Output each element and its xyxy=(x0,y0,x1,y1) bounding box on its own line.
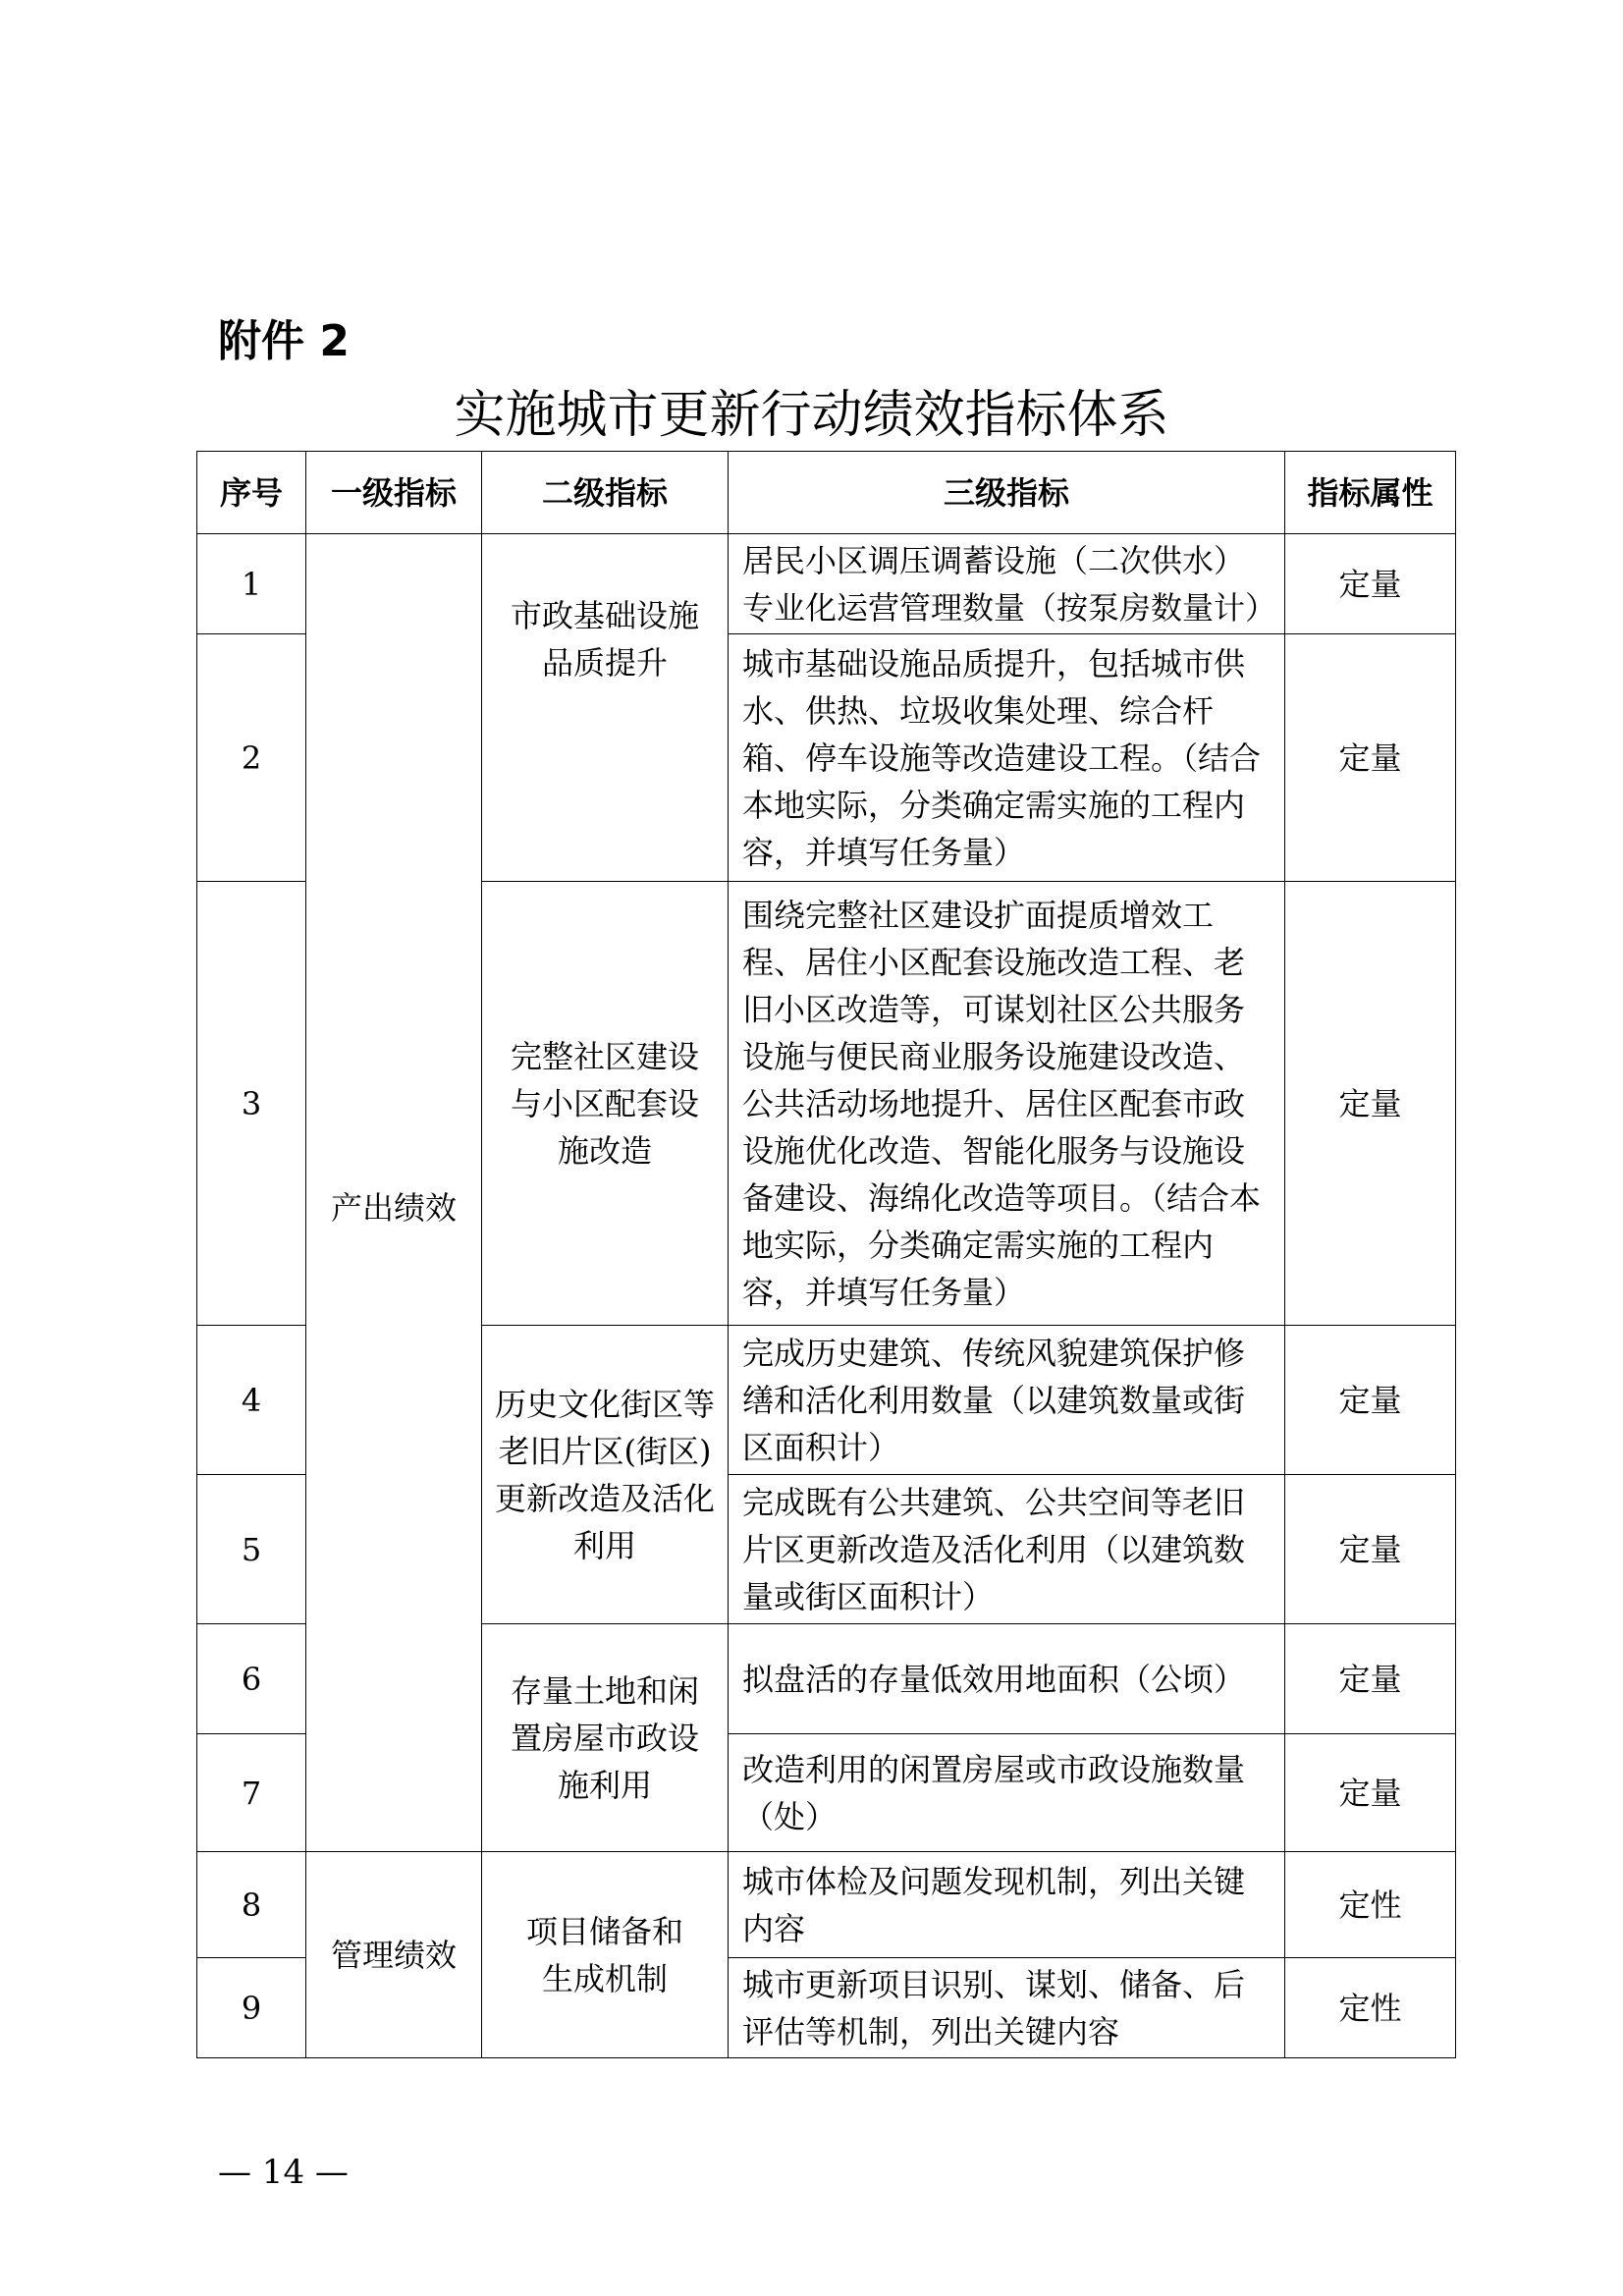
attribute-cell: 定性 xyxy=(1285,1958,1456,2058)
level3-cell: 城市基础设施品质提升，包括城市供水、供热、垃圾收集处理、综合杆箱、停车设施等改造建设工程。（结合本地实际，分类确定需实施的工程内容，并填写任务量） xyxy=(729,634,1285,882)
row-number: 7 xyxy=(197,1734,306,1852)
level3-cell: 城市体检及问题发现机制，列出关键内容 xyxy=(729,1852,1285,1958)
attribute-cell: 定性 xyxy=(1285,1852,1456,1958)
page-number: — 14 — xyxy=(218,2153,349,2192)
level2-cell: 存量土地和闲置房屋市政设施利用 xyxy=(482,1624,729,1852)
row-number: 6 xyxy=(197,1624,306,1734)
row-number: 1 xyxy=(197,534,306,634)
table-row xyxy=(197,1852,1456,1958)
level3-cell: 城市更新项目识别、谋划、储备、后评估等机制，列出关键内容 xyxy=(729,1958,1285,2058)
indicator-table xyxy=(196,451,1456,2058)
attribute-cell: 定量 xyxy=(1285,1326,1456,1475)
level2-cell: 历史文化街区等老旧片区(街区)更新改造及活化利用 xyxy=(482,1326,729,1624)
row-number: 5 xyxy=(197,1475,306,1624)
row-number: 4 xyxy=(197,1326,306,1475)
attribute-cell: 定量 xyxy=(1285,634,1456,882)
table-header-row xyxy=(197,452,1456,534)
row-number: 8 xyxy=(197,1852,306,1958)
attachment-label: 附件 2 xyxy=(218,316,350,366)
level2-cell: 完整社区建设与小区配套设施改造 xyxy=(482,882,729,1326)
header-no: 序号 xyxy=(197,452,306,534)
level2-text: 市政基础设施品质提升 xyxy=(510,596,699,682)
level2-cell: 项目储备和生成机制 xyxy=(482,1852,729,2058)
header-level2: 二级指标 xyxy=(482,452,729,534)
row-number: 9 xyxy=(197,1958,306,2058)
header-attribute: 指标属性 xyxy=(1285,452,1456,534)
level3-cell: 完成历史建筑、传统风貌建筑保护修缮和活化利用数量（以建筑数量或街区面积计） xyxy=(729,1326,1285,1475)
attribute-cell: 定量 xyxy=(1285,534,1456,634)
level3-cell: 完成既有公共建筑、公共空间等老旧片区更新改造及活化利用（以建筑数量或街区面积计） xyxy=(729,1475,1285,1624)
level3-cell: 拟盘活的存量低效用地面积（公顷） xyxy=(729,1624,1285,1734)
table-row xyxy=(197,534,1456,634)
header-level1: 一级指标 xyxy=(306,452,482,534)
level2-cell xyxy=(482,534,729,882)
level1-cell: 管理绩效 xyxy=(306,1852,482,2058)
level3-cell: 围绕完整社区建设扩面提质增效工程、居住小区配套设施改造工程、老旧小区改造等，可谋划社区公共服务设施与便民商业服务设施建设改造、公共活动场地提升、居住区配套市政设施优化改造、智能化服务与设施设备建设、海绵化改造等项目。（结合本地实际，分类确定需实施的工程内容，并填写任务量） xyxy=(729,882,1285,1326)
attribute-cell: 定量 xyxy=(1285,1624,1456,1734)
level1-cell: 产出绩效 xyxy=(306,534,482,1852)
attribute-cell: 定量 xyxy=(1285,1734,1456,1852)
level3-cell: 居民小区调压调蓄设施（二次供水）专业化运营管理数量（按泵房数量计） xyxy=(729,534,1285,634)
header-level3: 三级指标 xyxy=(729,452,1285,534)
attribute-cell: 定量 xyxy=(1285,882,1456,1326)
document-title: 实施城市更新行动绩效指标体系 xyxy=(454,386,1169,445)
attribute-cell: 定量 xyxy=(1285,1475,1456,1624)
level3-cell: 改造利用的闲置房屋或市政设施数量（处） xyxy=(729,1734,1285,1852)
row-number: 2 xyxy=(197,634,306,882)
row-number: 3 xyxy=(197,882,306,1326)
